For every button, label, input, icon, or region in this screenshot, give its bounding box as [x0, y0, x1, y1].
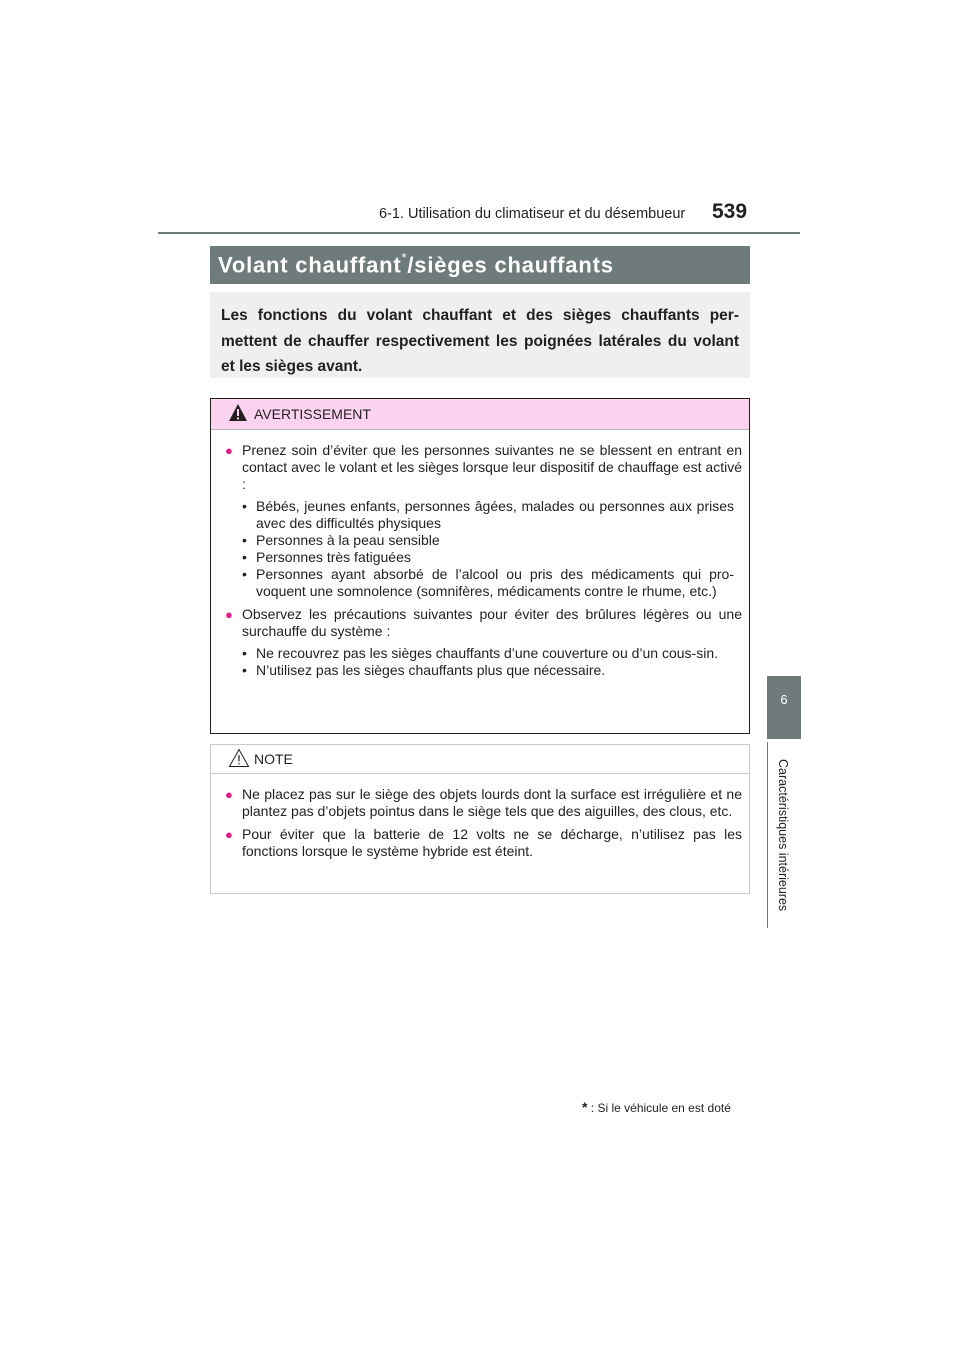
- note-header: [211, 745, 749, 774]
- page-title: [218, 252, 750, 278]
- title-asterisk: *: [401, 250, 408, 265]
- title-part2: /sièges chauffants: [407, 252, 614, 278]
- warning-triangle-icon: [228, 403, 248, 427]
- warning-bullet: ● Observez les précautions suivantes pour éviter des brûlures légères ou une surchauffe du système :: [225, 606, 742, 640]
- warning-sublist: [225, 498, 742, 600]
- chapter-tab: [767, 676, 801, 739]
- header-rule: [158, 232, 800, 234]
- note-body: [211, 774, 749, 860]
- list-item: • Bébés, jeunes enfants, personnes âgées, malades ou personnes aux prises avec des difficultés physiques: [225, 498, 742, 532]
- warning-box: [210, 398, 750, 734]
- footnote-asterisk: *: [582, 1099, 588, 1115]
- note-box: [210, 744, 750, 894]
- list-item: • Personnes à la peau sensible: [225, 532, 742, 549]
- page-number: 539: [712, 200, 748, 223]
- intro-paragraph: Les fonctions du volant chauffant et des sièges chauffants per-mettent de chauffer respectivement les poignées latérales du volant et les sièges avant.: [210, 292, 750, 378]
- title-part1: Volant chauffant: [218, 252, 402, 278]
- title-bar: [210, 246, 750, 284]
- note-label: NOTE: [254, 751, 293, 767]
- list-item: • N’utilisez pas les sièges chauffants plus que nécessaire.: [225, 662, 742, 679]
- warning-label: AVERTISSEMENT: [254, 406, 371, 422]
- section-header: 6-1. Utilisation du climatiseur et du désembueur: [379, 206, 686, 222]
- warning-body: [211, 430, 749, 679]
- list-item: • Ne recouvrez pas les sièges chauffants d’une couverture ou d’un cous-sin.: [225, 645, 742, 662]
- caution-triangle-icon: [228, 748, 250, 773]
- warning-sublist: [225, 645, 742, 679]
- note-bullet: ● Pour éviter que la batterie de 12 volts ne se décharge, n’utilisez pas les fonctions lorsque le système hybride est éteint.: [225, 826, 742, 860]
- chapter-label: Caractéristiques intérieures: [776, 758, 790, 912]
- list-item: • Personnes ayant absorbé de l’alcool ou pris des médicaments qui pro-voquent une somnolence (somnifères, médicaments contre le rhume, etc.): [225, 566, 742, 600]
- chapter-number: 6: [780, 692, 788, 707]
- warning-header: [211, 399, 749, 430]
- footnote: [582, 1099, 731, 1115]
- note-bullet: ● Ne placez pas sur le siège des objets lourds dont la surface est irrégulière et ne plantez pas d’objets pointus dans le siège tels que des aiguilles, des clous, etc.: [225, 786, 742, 820]
- warning-bullet: ● Prenez soin d’éviter que les personnes suivantes ne se blessent en entrant en contact avec le volant et les sièges lorsque leur dispositif de chauffage est activé :: [225, 442, 742, 493]
- footnote-text: : Si le véhicule en est doté: [590, 1101, 731, 1115]
- list-item: • Personnes très fatiguées: [225, 549, 742, 566]
